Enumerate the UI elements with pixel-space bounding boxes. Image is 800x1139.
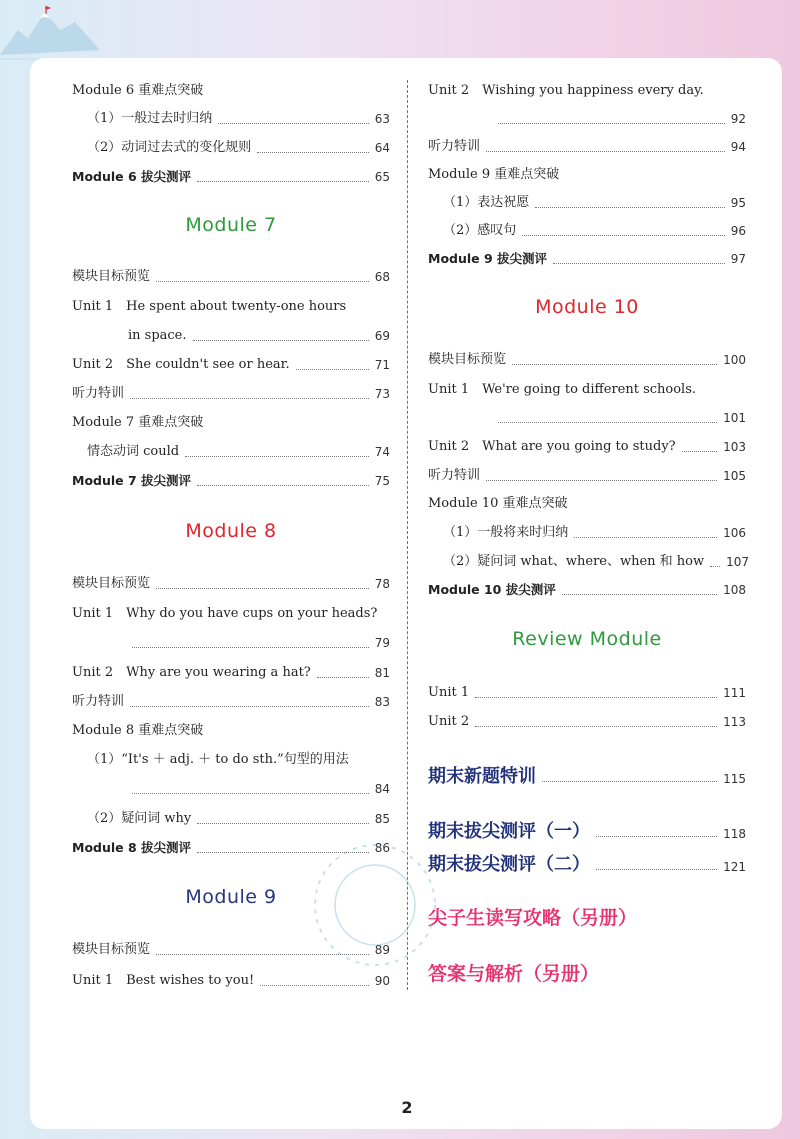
toc-extra-answers[interactable]: 答案与解析（另册） xyxy=(428,963,600,985)
toc-entry[interactable]: Unit 1 Why do you have cups on your heads? xyxy=(72,606,378,621)
toc-entry[interactable]: 听力特训 105 xyxy=(428,468,746,483)
toc-section-title: Module 6 重难点突破 xyxy=(72,83,204,98)
toc-entry[interactable]: Unit 2 Why are you wearing a hat? 81 xyxy=(72,665,390,680)
toc-entry[interactable]: 模块目标预览 89 xyxy=(72,942,390,957)
toc-entry[interactable]: 听力特训 83 xyxy=(72,694,390,709)
toc-entry-test[interactable]: Module 9 拔尖测评 97 xyxy=(428,251,746,266)
toc-final-test-1[interactable]: 期末拔尖测评（一） 118 xyxy=(428,821,746,842)
review-module-heading: Review Module xyxy=(512,628,662,650)
toc-entry-continuation[interactable]: 84 xyxy=(72,776,390,798)
toc-entry[interactable]: Unit 1 We're going to different schools. xyxy=(428,382,697,397)
toc-entry[interactable]: Unit 2 What are you going to study? 103 xyxy=(428,439,746,454)
toc-entry[interactable]: （2）动词过去式的变化规则 64 xyxy=(87,140,390,155)
toc-entry-continuation[interactable]: 92 xyxy=(428,106,746,128)
toc-section-title: Module 9 重难点突破 xyxy=(428,167,560,182)
toc-entry-continuation[interactable]: 79 xyxy=(72,630,390,652)
toc-entry[interactable]: （2）感叹句 96 xyxy=(443,223,746,238)
toc-entry[interactable]: Unit 1 He spent about twenty-one hours xyxy=(72,299,347,314)
toc-section-title: Module 8 重难点突破 xyxy=(72,723,204,738)
toc-section-title: Module 7 重难点突破 xyxy=(72,415,204,430)
toc-entry[interactable]: （1）一般将来时归纳 106 xyxy=(443,525,746,540)
page-number: 2 xyxy=(401,1098,413,1117)
toc-entry[interactable]: Unit 2 Wishing you happiness every day. xyxy=(428,83,704,98)
toc-entry[interactable]: （2）疑问词 what、where、when 和 how 107 xyxy=(443,554,750,569)
module-8-heading: Module 8 xyxy=(185,520,277,542)
mountain-illustration xyxy=(0,0,120,60)
toc-entry-continuation[interactable]: 101 xyxy=(428,405,746,427)
toc-extra-reading-writing[interactable]: 尖子生读写攻略（另册） xyxy=(428,907,638,929)
toc-entry-test[interactable]: Module 7 拔尖测评 75 xyxy=(72,473,390,488)
toc-entry[interactable]: 模块目标预览 100 xyxy=(428,352,746,367)
toc-entry[interactable]: 模块目标预览 78 xyxy=(72,576,390,591)
toc-entry[interactable]: （1）一般过去时归纳 63 xyxy=(87,111,390,126)
module-7-heading: Module 7 xyxy=(185,214,277,236)
toc-entry[interactable]: Unit 1 Best wishes to you! 90 xyxy=(72,973,390,988)
toc-entry[interactable]: 听力特训 73 xyxy=(72,386,390,401)
toc-final-new[interactable]: 期末新题特训 115 xyxy=(428,766,746,787)
watermark-stamp xyxy=(300,830,450,980)
toc-entry[interactable]: （2）疑问词 why 85 xyxy=(87,811,390,826)
toc-entry[interactable]: Unit 2 113 xyxy=(428,714,746,729)
toc-final-test-2[interactable]: 期末拔尖测评（二） 121 xyxy=(428,854,746,875)
toc-entry[interactable]: （1）表达祝愿 95 xyxy=(443,195,746,210)
module-9-heading: Module 9 xyxy=(185,886,277,908)
toc-entry[interactable]: 情态动词 could 74 xyxy=(87,444,390,459)
toc-entry[interactable]: 模块目标预览 68 xyxy=(72,269,390,284)
toc-entry-test[interactable]: Module 10 拔尖测评 108 xyxy=(428,582,746,597)
toc-entry[interactable]: Unit 1 111 xyxy=(428,685,746,700)
module-10-heading: Module 10 xyxy=(535,296,639,318)
toc-section-title: Module 10 重难点突破 xyxy=(428,496,568,511)
toc-entry-test[interactable]: Module 8 拔尖测评 86 xyxy=(72,840,390,855)
toc-entry[interactable]: Unit 2 She couldn't see or hear. 71 xyxy=(72,357,390,372)
toc-entry-test[interactable]: Module 6 拔尖测评 65 xyxy=(72,169,390,184)
toc-entry[interactable]: （1）“It's ＋ adj. ＋ to do sth.”句型的用法 xyxy=(87,752,349,767)
toc-entry[interactable]: 听力特训 94 xyxy=(428,139,746,154)
toc-entry[interactable]: in space. 69 xyxy=(128,328,390,343)
